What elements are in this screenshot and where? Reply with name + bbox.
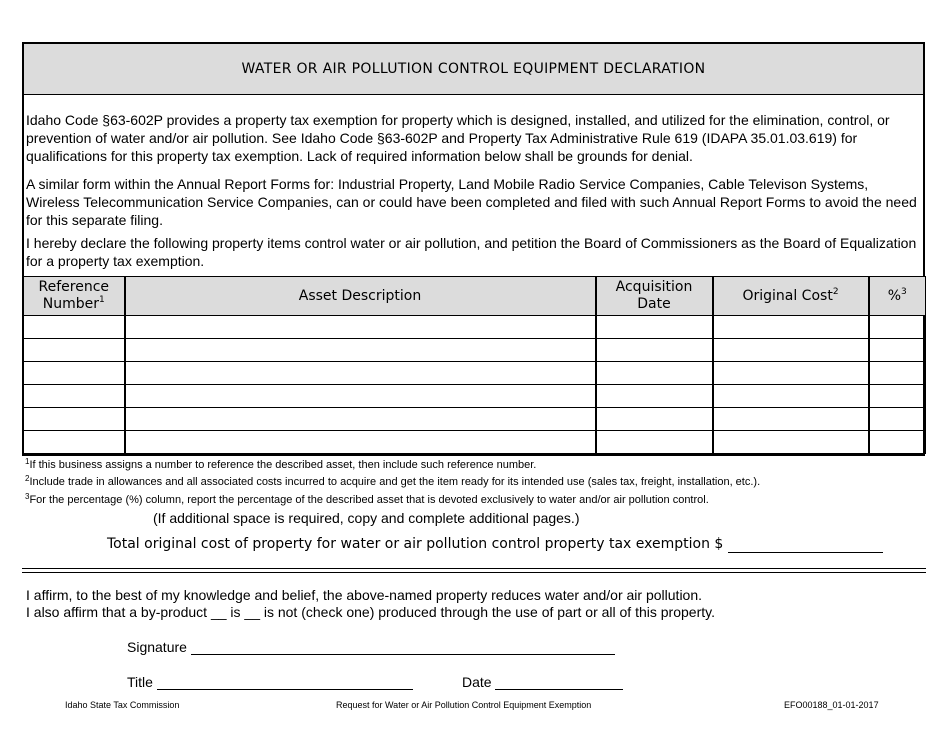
footnote-2-mark: 2 (25, 474, 30, 483)
asset-table (23, 276, 926, 454)
acquisition-date-cell[interactable] (596, 385, 713, 408)
section-divider (22, 568, 926, 573)
original-cost-cell[interactable] (713, 408, 869, 431)
col-acquisition-date (596, 277, 713, 316)
footnote-2 (25, 475, 760, 489)
signature-field[interactable] (191, 639, 615, 655)
signature-row (127, 639, 615, 655)
col-original-cost (713, 277, 869, 316)
description-cell[interactable] (125, 431, 596, 454)
table-row (24, 362, 926, 385)
title-label: Title (127, 674, 153, 690)
footer-form-name: Request for Water or Air Pollution Control Equipment Exemption (336, 700, 592, 710)
footer-agency: Idaho State Tax Commission (65, 700, 180, 710)
pct-footnote-mark: 3 (901, 286, 907, 297)
original-cost-cell[interactable] (713, 362, 869, 385)
reference-cell[interactable] (24, 408, 125, 431)
date-label: Date (462, 674, 492, 690)
acquisition-date-cell[interactable] (596, 339, 713, 362)
form-title: WATER OR AIR POLLUTION CONTROL EQUIPMENT DECLARATION (24, 44, 923, 95)
description-cell[interactable] (125, 385, 596, 408)
additional-space-note: (If additional space is required, copy and complete additional pages.) (153, 510, 580, 526)
col-asset-description: Asset Description (125, 277, 596, 316)
percent-cell[interactable] (869, 431, 926, 454)
reference-cell[interactable] (24, 362, 125, 385)
acquisition-date-cell[interactable] (596, 408, 713, 431)
percent-cell[interactable] (869, 362, 926, 385)
description-cell[interactable] (125, 362, 596, 385)
reference-cell[interactable] (24, 339, 125, 362)
acq-header-line2: Date (637, 296, 671, 312)
footnote-1-mark: 1 (25, 457, 30, 466)
reference-cell[interactable] (24, 385, 125, 408)
total-cost-field[interactable] (728, 536, 883, 553)
table-row (24, 431, 926, 454)
cost-header: Original Cost (742, 287, 833, 304)
table-row (24, 316, 926, 339)
date-field[interactable] (495, 674, 623, 690)
acquisition-date-cell[interactable] (596, 431, 713, 454)
acquisition-date-cell[interactable] (596, 316, 713, 339)
total-cost-row (107, 536, 883, 553)
original-cost-cell[interactable] (713, 385, 869, 408)
table-row (24, 339, 926, 362)
title-row (127, 674, 413, 690)
intro-paragraph-3: I hereby declare the following property items control water or air pollution, and petition the Board of Commissioners as the Board of Equalization for a property tax exemption. (26, 235, 917, 269)
table-row (24, 408, 926, 431)
ref-header-line1: Reference (38, 279, 109, 295)
percent-cell[interactable] (869, 385, 926, 408)
percent-cell[interactable] (869, 339, 926, 362)
footnote-2-text: Include trade in allowances and all associated costs incurred to acquire and get the item ready for its intended use (sales tax, freight, installation, etc.). (29, 476, 761, 488)
percent-cell[interactable] (869, 408, 926, 431)
original-cost-cell[interactable] (713, 316, 869, 339)
description-cell[interactable] (125, 316, 596, 339)
footnote-1-text: If this business assigns a number to reference the described asset, then include such reference number. (29, 459, 537, 471)
footnote-3-text: For the percentage (%) column, report the percentage of the described asset that is devoted exclusively to water and/or air pollution control. (29, 494, 709, 506)
footnote-1 (25, 458, 536, 472)
description-cell[interactable] (125, 408, 596, 431)
table-header-row (24, 277, 926, 316)
table-row (24, 385, 926, 408)
affirm-line-1: I affirm, to the best of my knowledge and belief, the above-named property reduces water and/or air pollution. (26, 587, 703, 603)
reference-cell[interactable] (24, 431, 125, 454)
intro-paragraph-2: A similar form within the Annual Report Forms for: Industrial Property, Land Mobile Radio Service Companies, Cable Televison Systems, Wireless Telecommunication Service Companies, can or could have been completed and filed with such Annual Report Forms to avoid the need for this separate filing. (26, 176, 917, 228)
reference-cell[interactable] (24, 316, 125, 339)
affirm-line-2: I also affirm that a by-product __ is __ is not (check one) produced through the use of part or all of this property. (26, 604, 715, 620)
footnote-3-mark: 3 (25, 492, 30, 501)
ref-footnote-mark: 1 (99, 295, 105, 305)
signature-label: Signature (127, 639, 187, 655)
col-reference-number (24, 277, 125, 316)
footnote-3 (25, 493, 709, 507)
title-field[interactable] (157, 674, 413, 690)
total-cost-label: Total original cost of property for water or air pollution control property tax exemption $ (107, 536, 724, 552)
footer-form-number: EFO00188_01-01-2017 (784, 700, 879, 710)
original-cost-cell[interactable] (713, 339, 869, 362)
original-cost-cell[interactable] (713, 431, 869, 454)
intro-paragraph-1: Idaho Code §63-602P provides a property tax exemption for property which is designed, installed, and utilized for the elimination, control, or prevention of water and/or air pollution. See Idaho Code §63-602P and Property Tax Administrative Rule 619 (IDAPA 35.01.03.619) for qualifications for this property tax exemption. Lack of required information below shall be grounds for denial. (26, 112, 890, 164)
cost-footnote-mark: 2 (832, 286, 839, 297)
percent-cell[interactable] (869, 316, 926, 339)
acquisition-date-cell[interactable] (596, 362, 713, 385)
col-percent (869, 277, 926, 316)
ref-header-line2: Number (42, 296, 99, 312)
description-cell[interactable] (125, 339, 596, 362)
pct-header: % (887, 287, 902, 304)
date-row (462, 674, 623, 690)
acq-header-line1: Acquisition (615, 279, 693, 295)
